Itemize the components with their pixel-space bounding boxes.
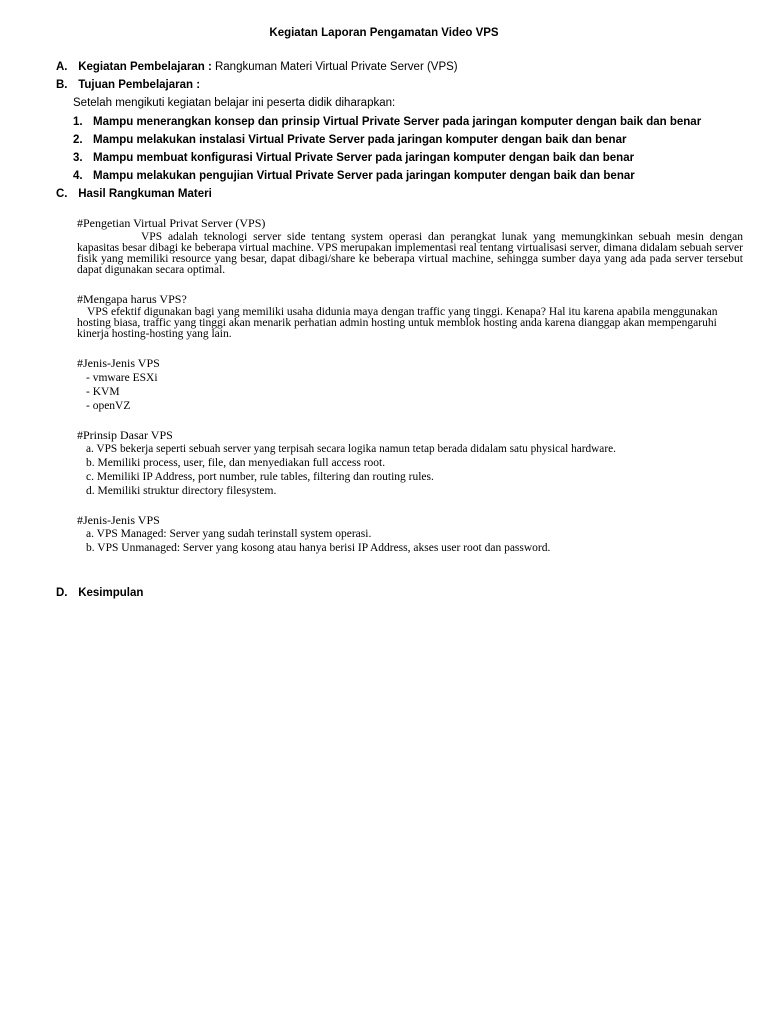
list-item: - KVM: [86, 386, 120, 398]
section-b-label: Tujuan Pembelajaran :: [78, 79, 201, 91]
objective-item: [73, 170, 635, 182]
objective-item: [73, 116, 701, 128]
objective-text: Mampu melakukan pengujian Virtual Private Server pada jaringan komputer dengan baik dan benar: [93, 170, 635, 182]
mengapa-heading: #Mengapa harus VPS?: [77, 292, 187, 306]
section-c: [56, 188, 212, 200]
section-b: [56, 79, 200, 91]
list-item: b. VPS Unmanaged: Server yang kosong atau hanya berisi IP Address, akses user root dan password.: [86, 542, 551, 554]
section-b-letter: B.: [56, 79, 68, 91]
jenis-heading: #Jenis-Jenis VPS: [77, 356, 160, 370]
section-c-label: Hasil Rangkuman Materi: [78, 188, 212, 200]
list-item: - vmware ESXi: [86, 372, 158, 384]
pengertian-paragraph: VPS adalah teknologi server side tentang system operasi dan perangkat lunak yang memungkinkan sebuah mesin dengan kapasitas besar dibagi ke beberapa virtual machine. VPS merupakan implementasi real tentang virtualisasi server, dimana didalam sebuah server fisik yang memiliki resource yang besar, dapat dibagi/share ke beberapa virtual machine, sehingga sumber daya yang ada pada server tersebut dapat digunakan secara optimal.: [77, 231, 743, 276]
list-item: - openVZ: [86, 400, 131, 412]
list-item: c. Memiliki IP Address, port number, rule tables, filtering dan routing rules.: [86, 471, 434, 483]
prinsip-heading: #Prinsip Dasar VPS: [77, 428, 173, 442]
objective-number: 2.: [73, 134, 83, 146]
section-d: [56, 587, 143, 599]
objective-item: [73, 152, 634, 164]
section-d-letter: D.: [56, 587, 68, 599]
jenis-heading: #Jenis-Jenis VPS: [77, 513, 160, 527]
objective-item: [73, 134, 626, 146]
mengapa-paragraph: VPS efektif digunakan bagi yang memiliki usaha didunia maya dengan traffic yang tinggi. Kenapa? Hal itu karena apabila menggunakan hosting biasa, traffic yang tinggi akan menarik perhatian admin hosting untuk memblok hosting anda karena dianggap akan mempengaruhi kinerja hosting-hosting yang lain.: [77, 306, 718, 340]
list-item: a. VPS bekerja seperti sebuah server yang terpisah secara logika namun tetap berada didalam satu physical hardware.: [86, 443, 616, 455]
section-c-letter: C.: [56, 188, 68, 200]
objectives-intro: Setelah mengikuti kegiatan belajar ini peserta didik diharapkan:: [73, 97, 396, 109]
objective-number: 3.: [73, 152, 83, 164]
section-a: [56, 61, 458, 73]
objective-number: 4.: [73, 170, 83, 182]
objective-text: Mampu menerangkan konsep dan prinsip Virtual Private Server pada jaringan komputer dengan baik dan benar: [93, 116, 702, 128]
document-title: Kegiatan Laporan Pengamatan Video VPS: [269, 27, 499, 39]
section-a-label: Kegiatan Pembelajaran :: [78, 61, 212, 73]
objective-text: Mampu melakukan instalasi Virtual Private Server pada jaringan komputer dengan baik dan benar: [93, 134, 627, 146]
objective-number: 1.: [73, 116, 83, 128]
objective-text: Mampu membuat konfigurasi Virtual Private Server pada jaringan komputer dengan baik dan benar: [93, 152, 635, 164]
section-a-letter: A.: [56, 61, 68, 73]
list-item: d. Memiliki struktur directory filesystem.: [86, 485, 277, 497]
section-a-text: Rangkuman Materi Virtual Private Server (VPS): [214, 61, 458, 73]
list-item: b. Memiliki process, user, file, dan menyediakan full access root.: [86, 457, 386, 469]
list-item: a. VPS Managed: Server yang sudah terinstall system operasi.: [86, 528, 372, 540]
pengertian-heading: #Pengetian Virtual Privat Server (VPS): [77, 216, 266, 230]
section-d-label: Kesimpulan: [78, 587, 144, 599]
